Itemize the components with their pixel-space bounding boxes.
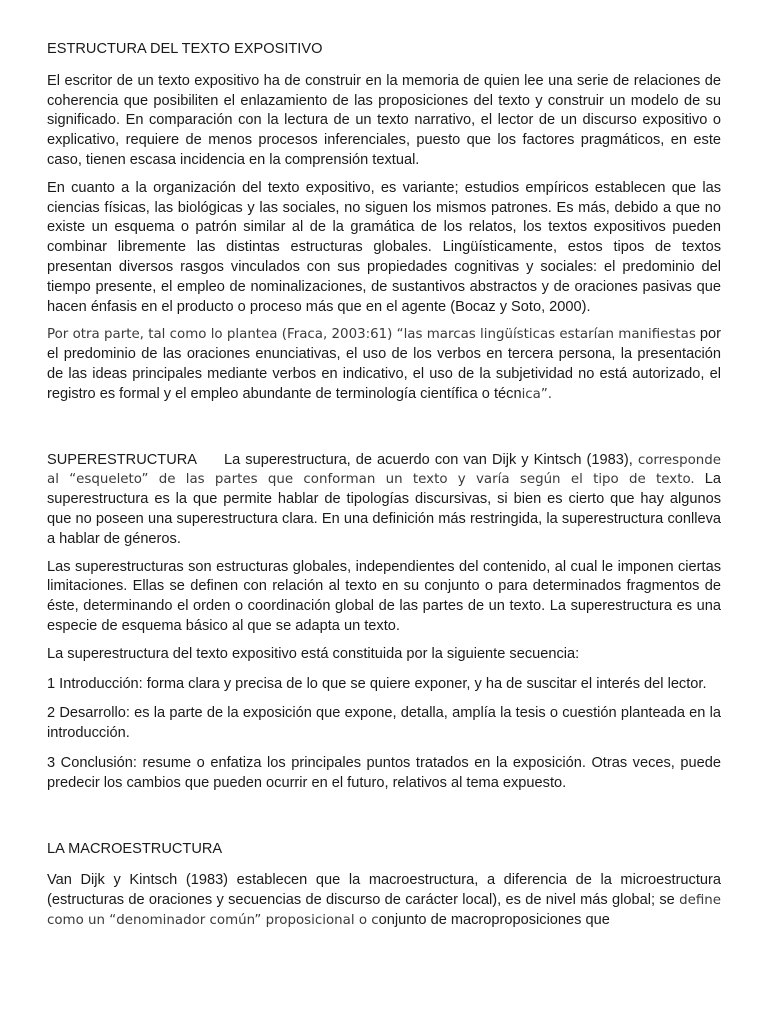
macroestructura-quote: define como un “denominador común” proposicional o c bbox=[47, 893, 721, 928]
superestructura-quote: corresponde al “esqueleto” de las partes que conforman un texto y varía según el tipo de texto. bbox=[47, 452, 721, 488]
paragraph-1: El escritor de un texto expositivo ha de construir en la memoria de quien lee una serie de relaciones de coherencia que posibiliten el enlazamiento de las proposiciones del texto y construir un modelo de su significado. En comparación con la lectura de un texto narrativo, el lector de un discurso expositivo o explicativo, requiere de menos procesos inferenciales, puesto que los factores pragmáticos, en este caso, tienen escasa incidencia en la comprensión textual. bbox=[47, 72, 721, 168]
paragraph-superestructura bbox=[47, 451, 721, 550]
paragraph-secuencia: La superestructura del texto expositivo está constituida por la siguiente secuencia: bbox=[47, 645, 580, 662]
section-title-macroestructura: LA MACROESTRUCTURA bbox=[47, 840, 223, 857]
list-item-conclusion: 3 Conclusión: resume o enfatiza los principales puntos tratados en la exposición. Otras veces, puede predecir los cambios que pueden ocurrir en el futuro, relativos al tema expuesto. bbox=[47, 754, 721, 791]
superestructura-rest: La superestructura es la que permite hablar de tipologías discursivas, si bien es cierto que hay algunos que no poseen una superestructura clara. En una definición más restringida, la superestructura conlleva a hablar de géneros. bbox=[47, 471, 722, 547]
macroestructura-end: onjunto de macroproposiciones que bbox=[378, 911, 610, 928]
paragraph-3-body: por el predominio de las oraciones enunciativas, el uso de los verbos en tercera persona, la presentación de las ideas principales mediante verbos en indicativo, el uso de la subjetividad no está autorizado, el registro es formal y el empleo abundante de terminología científica o técn bbox=[47, 326, 721, 402]
paragraph-superestructuras-globales: Las superestructuras son estructuras globales, independientes del contenido, al cual le imponen ciertas limitaciones. Ellas se definen con relación al texto en su conjunto o para determinados fragmentos de éste, determinando el orden o coordinación global de las partes de un texto. La superestructura es una especie de esquema básico al que se adapta un texto. bbox=[47, 558, 721, 634]
superestructura-intro: La superestructura, de acuerdo con van Dijk y Kintsch (1983), bbox=[224, 451, 638, 468]
paragraph-macroestructura bbox=[47, 871, 721, 930]
paragraph-3-quote-start: Por otra parte, tal como lo plantea (Fraca, 2003:61) “las marcas lingüísticas estarían manifiestas bbox=[47, 327, 696, 343]
list-item-desarrollo: 2 Desarrollo: es la parte de la exposición que expone, detalla, amplía la tesis o cuestión planteada en la introducción. bbox=[47, 705, 721, 742]
paragraph-3 bbox=[47, 325, 721, 404]
paragraph-3-end: ica”. bbox=[521, 386, 553, 402]
list-item-introduccion: 1 Introducción: forma clara y precisa de lo que se quiere exponer, y ha de suscitar el interés del lector. bbox=[47, 675, 707, 692]
macroestructura-body: Van Dijk y Kintsch (1983) establecen que la macroestructura, a diferencia de la microestructura (estructuras de oraciones y secuencias de discurso de carácter local), es de nivel más global; se bbox=[47, 872, 721, 909]
paragraph-2: En cuanto a la organización del texto expositivo, es variante; estudios empíricos establecen que las ciencias físicas, las biológicas y las sociales, no siguen los mismos patrones. Es más, debido a que no existe un esquema o patrón similar al de la gramática de los relatos, los textos expositivos pueden combinar libremente las distintas estructuras globales. Lingüísticamente, estos tipos de textos presentan diversos rasgos vinculados con sus propiedades cognitivas y sociales: el predominio del tiempo presente, el empleo de nominalizaciones, de sustantivos abstractos y de oraciones pasivas que hacen énfasis en el producto o proceso más que en el agente (Bocaz y Soto, 2000). bbox=[47, 179, 721, 315]
section-label-superestructura: SUPERESTRUCTURA bbox=[47, 451, 198, 468]
section-title-estructura: ESTRUCTURA DEL TEXTO EXPOSITIVO bbox=[47, 41, 323, 57]
